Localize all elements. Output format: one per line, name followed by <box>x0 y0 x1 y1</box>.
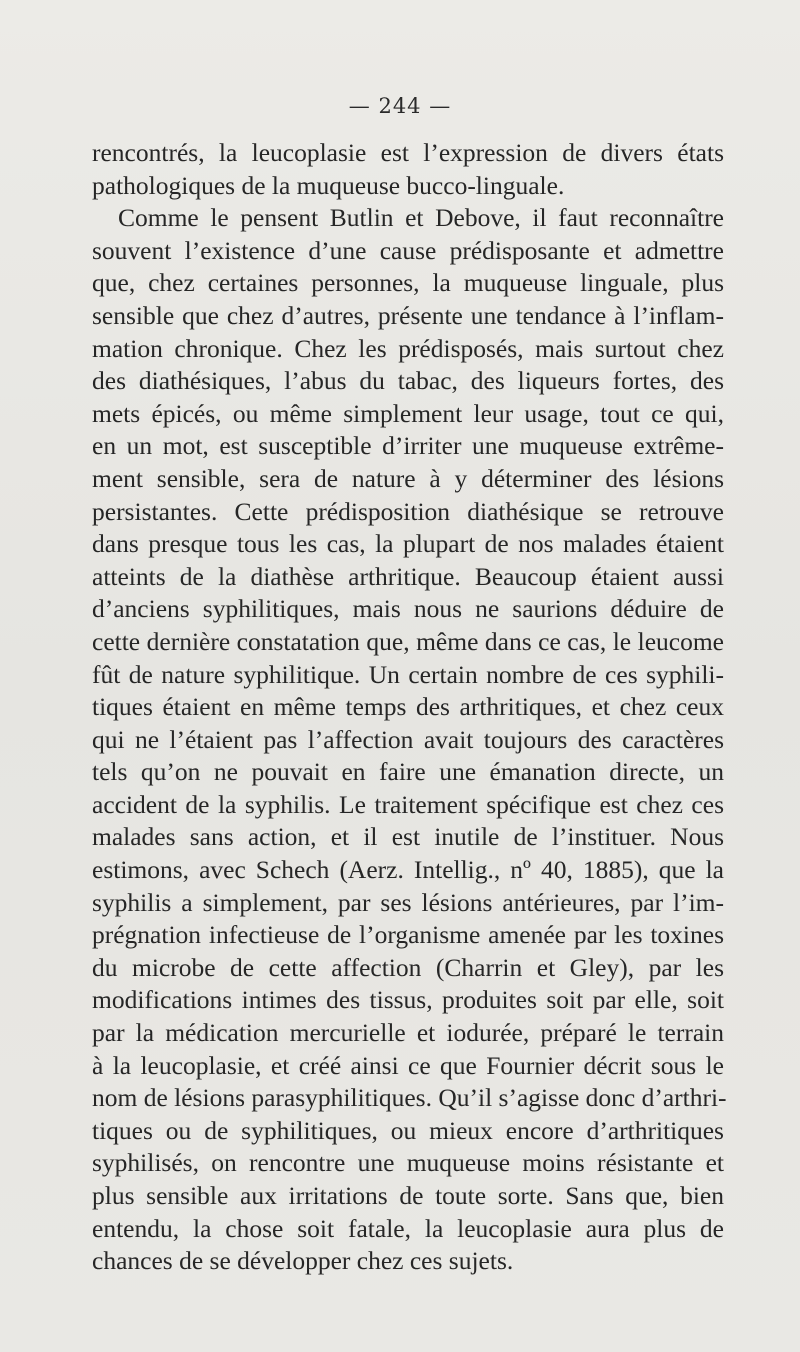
text-line: malades sans action, et il est inutile de l’instituer. Nous <box>92 822 724 852</box>
text-line: syphilisés, on rencontre une muqueuse moins résistante et <box>92 1148 724 1178</box>
text-line: prégnation infectieuse de l’organisme amenée par les toxines <box>92 920 724 950</box>
text-line: cette dernière constatation que, même dans ce cas, le leucome <box>92 626 724 656</box>
text-line: mets épicés, ou même simplement leur usage, tout ce qui, <box>92 398 724 428</box>
text-line: estimons, avec Schech (Aerz. Intellig., nº 40, 1885), que la <box>92 855 724 885</box>
text-line: des diathésiques, l’abus du tabac, des liqueurs fortes, des <box>92 366 724 396</box>
text-line: plus sensible aux irritations de toute sorte. Sans que, bien <box>92 1181 724 1210</box>
text-line: tiques étaient en même temps des arthritiques, et chez ceux <box>92 692 724 722</box>
text-line: ment sensible, sera de nature à y déterminer des lésions <box>92 463 724 493</box>
text-line: rencontrés, la leucoplasie est l’expression de divers états <box>92 138 724 167</box>
text-line: entendu, la chose soit fatale, la leucoplasie aura plus de <box>92 1213 724 1243</box>
text-line: tels qu’on ne pouvait en faire une émanation directe, un <box>92 757 724 787</box>
text-line: d’anciens syphilitiques, mais nous ne saurions déduire de <box>92 594 724 624</box>
page-number: — 244 — <box>348 94 452 118</box>
text-line: nom de lésions parasyphilitiques. Qu’il s’agisse donc d’arthri- <box>92 1083 727 1113</box>
text-line: qui ne l’étaient pas l’affection avait toujours des caractères <box>92 724 724 754</box>
text-line: accident de la syphilis. Le traitement spécifique est chez ces <box>92 789 724 819</box>
text-line: atteints de la diathèse arthritique. Beaucoup étaient aussi <box>92 561 724 591</box>
text-line: syphilis a simplement, par ses lésions antérieures, par l’im- <box>92 887 724 917</box>
text-line: que, chez certaines personnes, la muqueuse linguale, plus <box>92 268 724 298</box>
text-line: chances de se développer chez ces sujets. <box>92 1246 514 1276</box>
text-line: à la leucoplasie, et créé ainsi ce que Fournier décrit sous le <box>92 1050 724 1080</box>
text-line: Comme le pensent Butlin et Debove, il faut reconnaître <box>118 203 724 233</box>
text-line: sensible que chez d’autres, présente une tendance à l’inflam- <box>92 300 724 330</box>
text-line: dans presque tous les cas, la plupart de nos malades étaient <box>92 529 724 559</box>
text-line: du microbe de cette affection (Charrin et Gley), par les <box>92 952 724 982</box>
text-line: tiques ou de syphilitiques, ou mieux encore d’arthritiques <box>92 1115 724 1145</box>
text-line: en un mot, est susceptible d’irriter une muqueuse extrême- <box>92 431 724 461</box>
text-line: souvent l’existence d’une cause prédisposante et admettre <box>92 235 724 265</box>
body-text <box>92 137 727 1278</box>
text-line: modifications intimes des tissus, produites soit par elle, soit <box>92 985 724 1015</box>
text-line: fût de nature syphilitique. Un certain nombre de ces syphili- <box>92 659 724 689</box>
text-line: mation chronique. Chez les prédisposés, mais surtout chez <box>92 333 724 363</box>
text-line: persistantes. Cette prédisposition diathésique se retrouve <box>92 496 724 526</box>
text-line: pathologiques de la muqueuse bucco-linguale. <box>92 170 565 200</box>
text-line: par la médication mercurielle et iodurée, préparé le terrain <box>92 1018 724 1048</box>
